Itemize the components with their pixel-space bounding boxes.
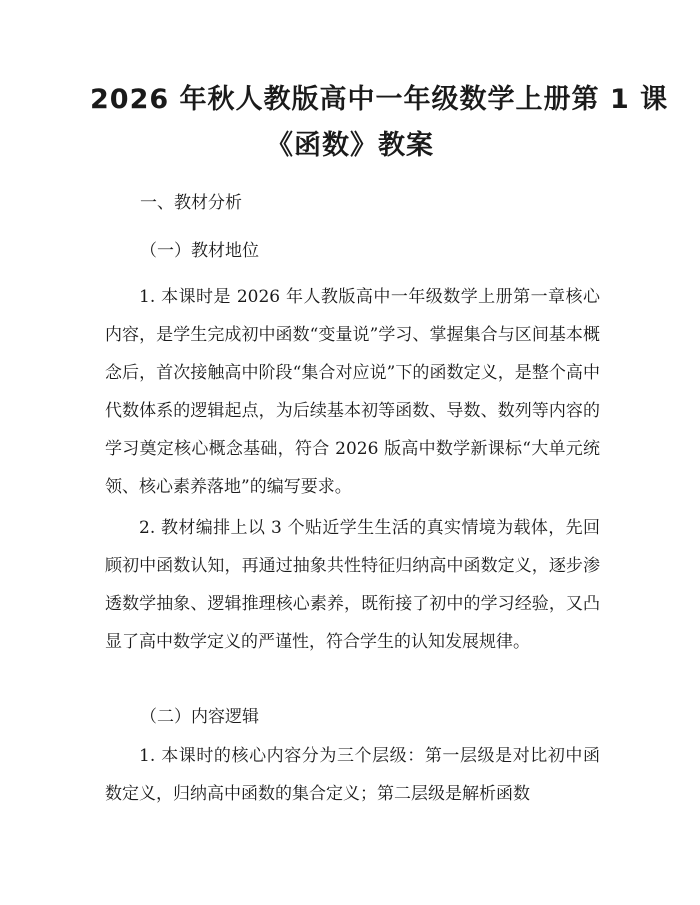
document-title-line1: 2026 年秋人教版高中一年级数学上册第 1 课 [90,84,669,115]
paragraph-1: 1. 本课时是 2026 年人教版高中一年级数学上册第一章核心内容，是学生完成初中函数“变量说”学习、掌握集合与区间基本概念后，首次接触高中阶段“集合对应说”下的函数定义，是整个高中代数体系的逻辑起点，为后续基本初等函数、导数、数列等内容的学习奠定核心概念基础，符合 2026 版高中数学新课标“大单元统领、核心素养落地”的编写要求。 [105,287,600,497]
paragraph-2: 2. 教材编排上以 3 个贴近学生生活的真实情境为载体，先回顾初中函数认知，再通过抽象共性特征归纳高中函数定义，逐步渗透数学抽象、逻辑推理核心素养，既衔接了初中的学习经验，又凸显了高中数学定义的严谨性，符合学生的认知发展规律。 [105,518,600,652]
document-title-line2: 《函数》教案 [266,130,434,161]
paragraph-3: 1. 本课时的核心内容分为三个层级：第一层级是对比初中函数定义，归纳高中函数的集合定义；第二层级是解析函数 [105,746,600,804]
section-heading-textbook-analysis: 一、教材分析 [140,193,242,213]
subsection-heading-textbook-position: （一）教材地位 [140,241,259,261]
subsection-heading-content-logic: （二）内容逻辑 [140,707,259,727]
